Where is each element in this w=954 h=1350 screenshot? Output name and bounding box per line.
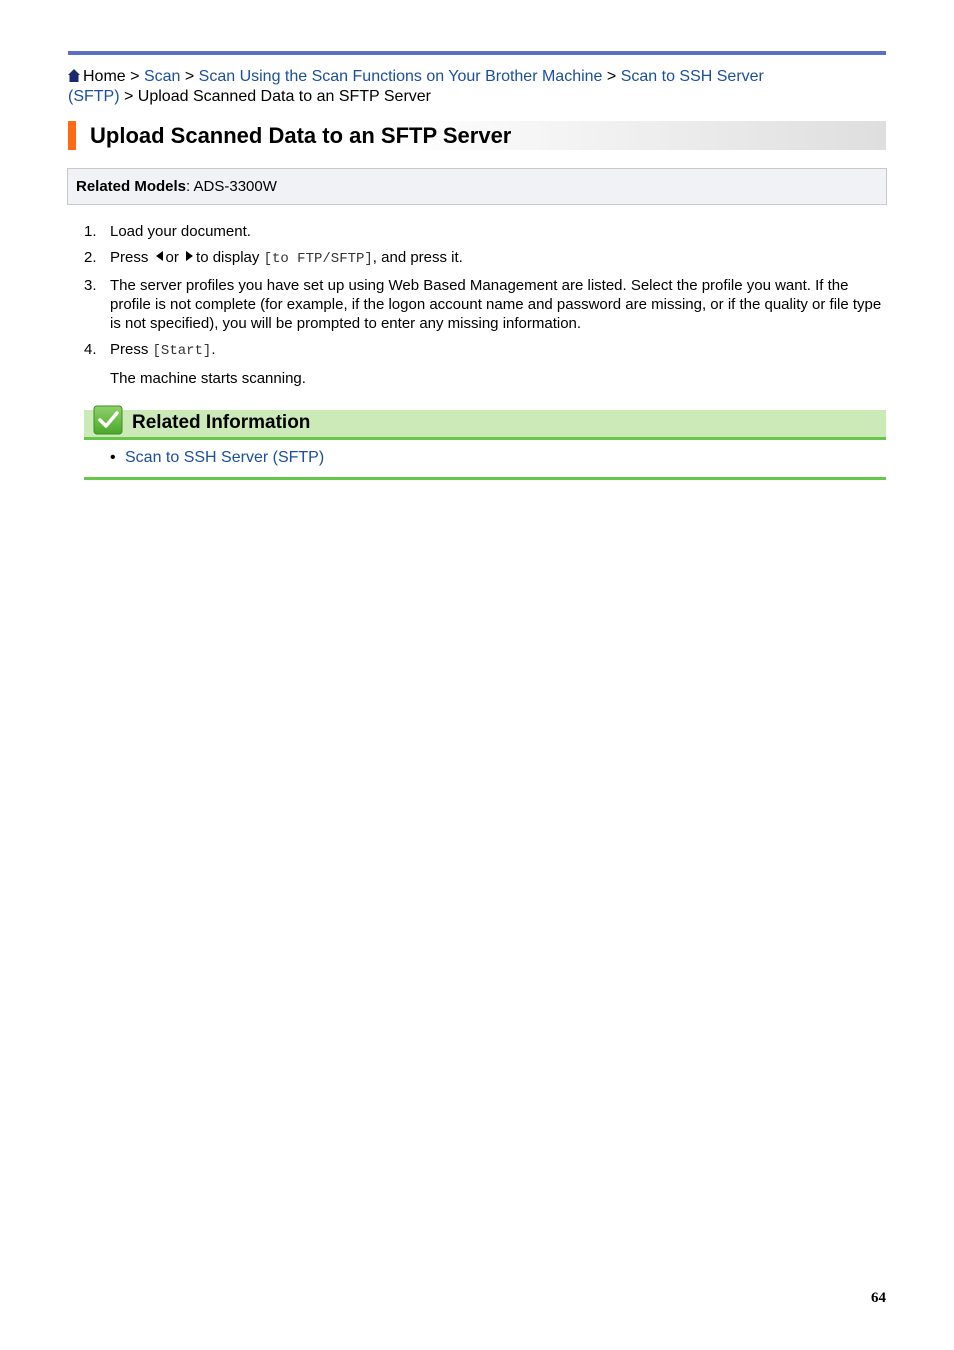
step-after: , and press it.	[372, 249, 463, 266]
top-rule	[68, 51, 886, 55]
title-accent	[68, 121, 76, 150]
breadcrumb-link-scan[interactable]: Scan	[143, 68, 181, 85]
breadcrumb-sep: >	[130, 68, 140, 85]
step-3	[84, 276, 886, 333]
breadcrumb-sep: >	[184, 68, 195, 85]
step-after: .	[211, 341, 216, 358]
step-number: 4.	[84, 341, 97, 358]
step-to-display: to display	[196, 249, 260, 266]
breadcrumb-sep: >	[606, 68, 617, 85]
page-number: 64	[871, 1290, 886, 1306]
step-2	[84, 248, 886, 269]
breadcrumb-link-sftp[interactable]: (SFTP)	[68, 88, 120, 105]
checkmark-icon	[93, 405, 123, 435]
related-information-list	[110, 448, 324, 467]
related-models-value: : ADS-3300W	[186, 178, 277, 195]
left-arrow-icon	[156, 251, 163, 261]
step-number: 3.	[84, 277, 97, 294]
step-text: Load your document.	[110, 223, 251, 240]
step-press: Press	[110, 249, 149, 266]
related-bottom-rule	[84, 477, 886, 480]
right-arrow-icon	[186, 251, 193, 261]
step-press: Press	[110, 341, 149, 358]
related-information-bar	[84, 410, 886, 440]
related-information-title: Related Information	[132, 412, 311, 433]
related-link-scan-to-ssh-server[interactable]: Scan to SSH Server (SFTP)	[125, 449, 325, 466]
breadcrumb-current: Upload Scanned Data to an SFTP Server	[137, 88, 431, 105]
breadcrumb-home: Home	[83, 68, 126, 85]
step-number: 2.	[84, 249, 97, 266]
breadcrumb-link-scan-to-ssh-server[interactable]: Scan to SSH Server	[620, 68, 764, 85]
step-or: or	[165, 249, 179, 266]
step-result: The machine starts scanning.	[110, 370, 306, 387]
list-item	[110, 448, 324, 467]
step-code-ftp-sftp: [to FTP/SFTP]	[263, 251, 373, 267]
related-models	[76, 178, 277, 195]
related-models-label: Related Models	[76, 178, 187, 195]
breadcrumb-link-scan-functions[interactable]: Scan Using the Scan Functions on Your Brother Machine	[198, 68, 603, 85]
breadcrumb-sep: >	[124, 88, 134, 105]
page-title: Upload Scanned Data to an SFTP Server	[90, 123, 512, 148]
home-icon	[68, 69, 80, 82]
bullet: •	[110, 449, 116, 466]
step-1	[84, 222, 886, 241]
related-models-box	[67, 168, 887, 205]
page-title-bar	[68, 121, 886, 150]
step-4	[84, 340, 886, 388]
step-code-start: [Start]	[152, 343, 212, 359]
steps-list	[84, 222, 886, 395]
breadcrumb	[68, 67, 888, 107]
step-text: The server profiles you have set up using Web Based Management are listed. Select the profile you want. If the profile is not complete (for example, if the logon account name and password are missing, or if the quality or file type is not specified), you will be prompted to enter any missing information.	[110, 277, 882, 332]
step-number: 1.	[84, 223, 97, 240]
